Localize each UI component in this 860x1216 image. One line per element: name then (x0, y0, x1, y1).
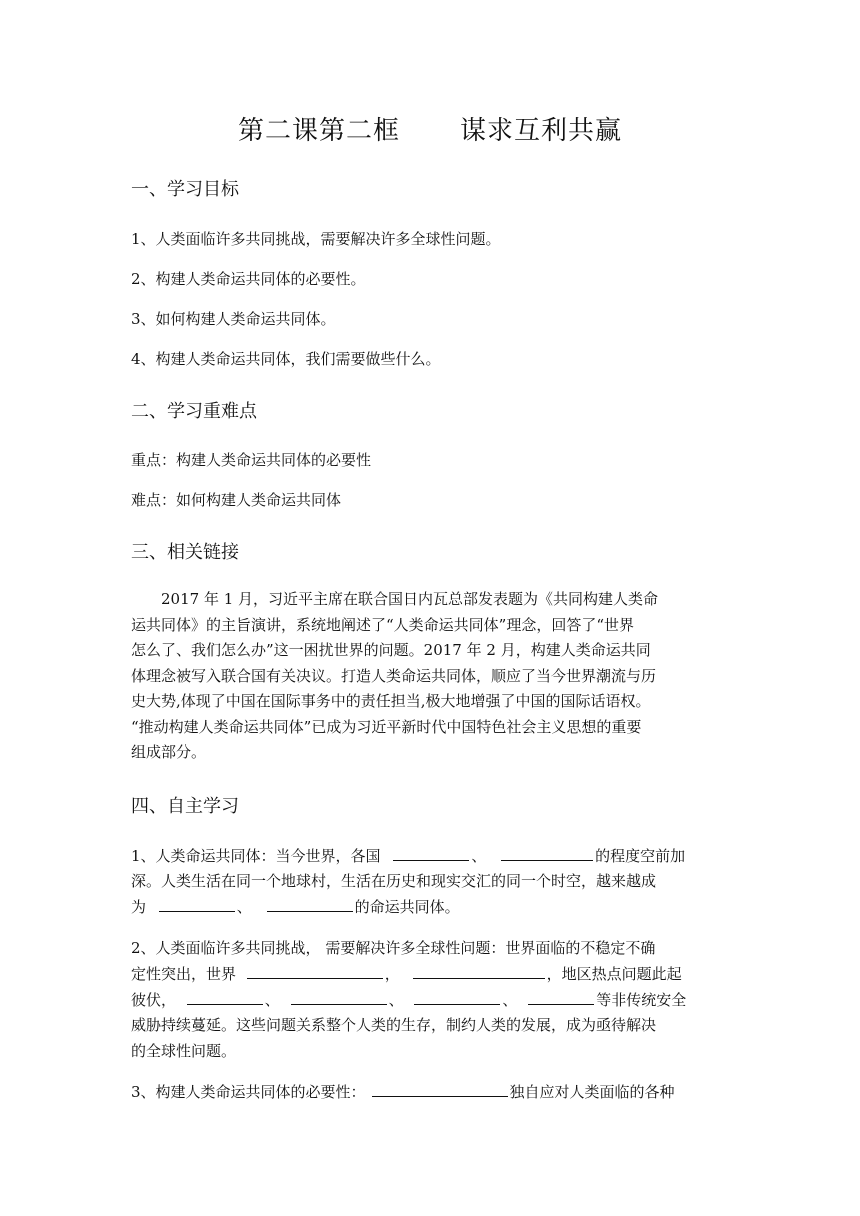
links-line-2: 运共同体》的主旨演讲，系统地阐述了“人类命运共同体”理念，回答了“世界 (131, 616, 635, 634)
links-line-1: 2017 年 1 月，习近平主席在联合国日内瓦总部发表题为《共同构建人类命 (161, 590, 659, 608)
q2-text-d: ，地区热点问题此起 (546, 965, 682, 983)
links-line-4: 体理念被写入联合国有关决议。打造人类命运共同体，顺应了当今世界潮流与历 (131, 667, 657, 685)
q1-line-1 (131, 845, 685, 866)
important-point: 重点：构建人类命运共同体的必要性 (131, 451, 372, 469)
goal-item-1: 1、人类面临许多共同挑战，需要解决许多全球性问题。 (131, 230, 501, 248)
fill-blank[interactable] (159, 896, 235, 912)
fill-blank[interactable] (372, 1081, 508, 1097)
q1-line-2: 深。人类生活在同一个地球村，生活在历史和现实交汇的同一个时空，越来越成 (131, 872, 657, 890)
q3-text-a: 3、构建人类命运共同体的必要性： (131, 1083, 366, 1101)
goal-item-4: 4、构建人类命运共同体，我们需要做些什么。 (131, 350, 441, 368)
q2-line-3 (131, 989, 686, 1010)
q1-text-c: 的程度空前加 (595, 847, 686, 865)
q2-line-2 (131, 963, 682, 984)
q1-line-3 (131, 896, 460, 917)
q2-line-1: 2、人类面临许多共同挑战， 需要解决许多全球性问题：世界面临的不稳定不确 (131, 939, 656, 957)
q1-text-g: 的命运共同体。 (354, 898, 460, 916)
q2-text-e: 彼伏， (131, 991, 177, 1009)
fill-blank[interactable] (393, 845, 469, 861)
heading-goals: 一、学习目标 (131, 179, 239, 200)
fill-blank[interactable] (267, 896, 353, 912)
difficult-point: 难点：如何构建人类命运共同体 (131, 491, 342, 509)
fill-blank[interactable] (528, 989, 594, 1005)
page-title (0, 110, 860, 147)
fill-blank[interactable] (413, 963, 545, 979)
q3-line-1 (131, 1081, 675, 1102)
q2-text-b: 定性突出，世界 (131, 965, 237, 983)
q2-text-h: 、 (502, 991, 518, 1009)
goal-item-3: 3、如何构建人类命运共同体。 (131, 310, 336, 328)
heading-links: 三、相关链接 (131, 542, 239, 563)
fill-blank[interactable] (247, 963, 383, 979)
fill-blank[interactable] (291, 989, 387, 1005)
q2-text-c: ， (384, 965, 400, 983)
fill-blank[interactable] (414, 989, 500, 1005)
links-line-7: 组成部分。 (131, 743, 207, 761)
q1-text-a: 1、人类命运共同体：当今世界，各国 (131, 847, 381, 865)
q1-text-b: 、 (471, 847, 487, 865)
q2-text-g: 、 (388, 991, 404, 1009)
links-line-3: 怎么了、我们怎么办”这一困扰世界的问题。2017 年 2 月，构建人类命运共同 (131, 641, 651, 659)
goal-item-2: 2、构建人类命运共同体的必要性。 (131, 270, 366, 288)
heading-keypoints: 二、学习重难点 (131, 401, 257, 422)
heading-self-study: 四、自主学习 (131, 796, 239, 817)
q2-line-5: 的全球性问题。 (131, 1042, 237, 1060)
q1-text-e: 为 (131, 898, 147, 916)
title-left: 第二课第二框 (237, 116, 400, 146)
links-line-6: “推动构建人类命运共同体”已成为习近平新时代中国特色社会主义思想的重要 (131, 718, 642, 736)
fill-blank[interactable] (501, 845, 593, 861)
q2-line-4: 威胁持续蔓延。这些问题关系整个人类的生存，制约人类的发展，成为亟待解决 (131, 1016, 657, 1034)
q2-text-f: 、 (264, 991, 280, 1009)
fill-blank[interactable] (187, 989, 263, 1005)
q2-text-i: 等非传统安全 (596, 991, 687, 1009)
q3-text-b: 独自应对人类面临的各种 (509, 1083, 675, 1101)
title-right: 谋求互利共赢 (460, 116, 623, 146)
q1-text-f: 、 (236, 898, 252, 916)
links-line-5: 史大势,体现了中国在国际事务中的责任担当,极大地增强了中国的国际话语权。 (131, 692, 651, 710)
